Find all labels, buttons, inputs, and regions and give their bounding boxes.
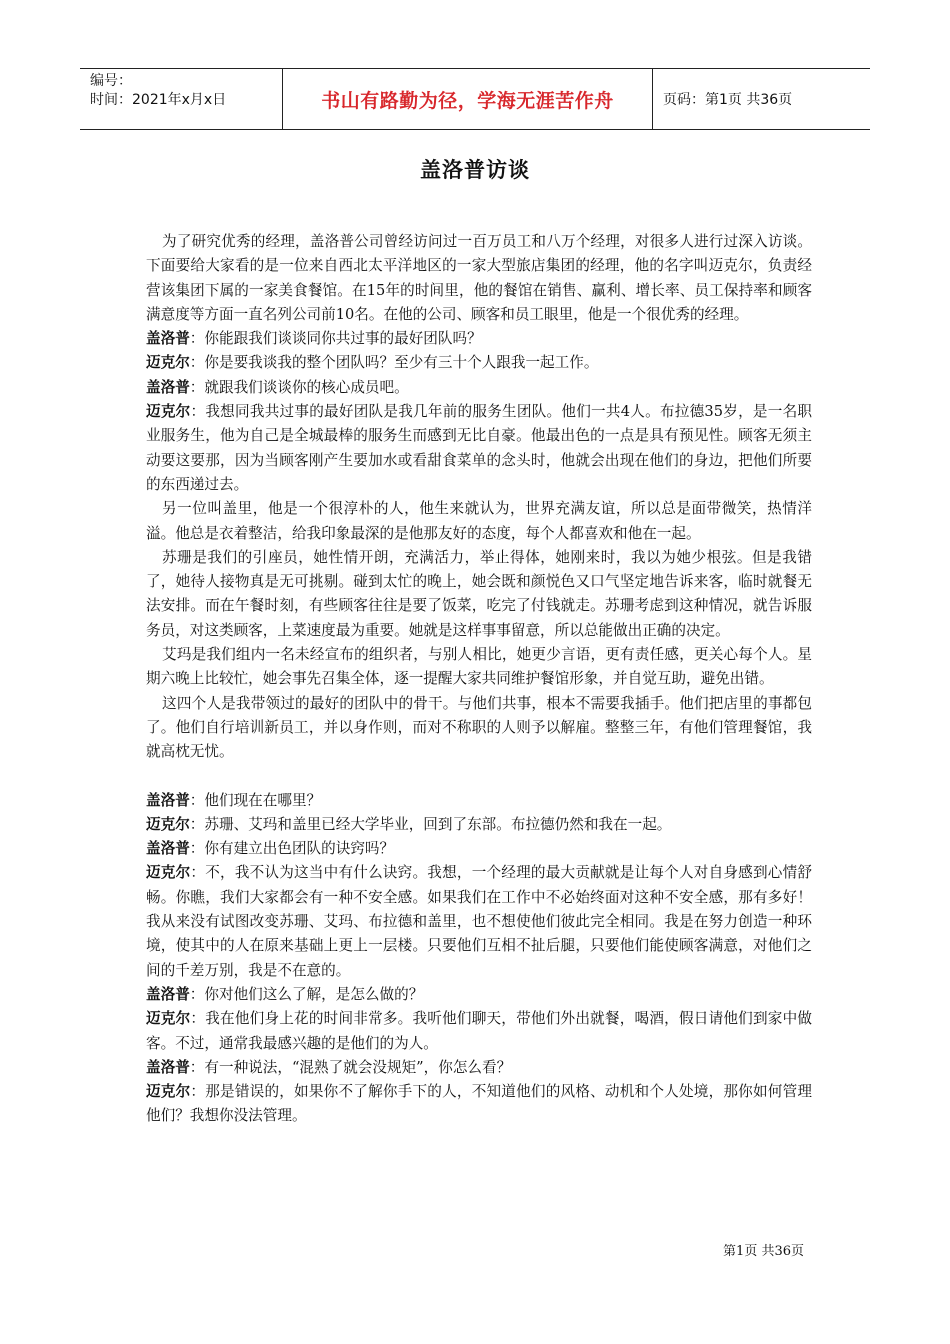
paragraph-text: 苏珊是我们的引座员，她性情开朗，充满活力，举止得体，她刚来时，我以为她少根弦。但是我错了，她待人接物真是无可挑剔。碰到太忙的晚上，她会既和颜悦色又口气坚定地告诉来客，临时就餐无法安排。而在午餐时刻，有些顾客往往是要了饭菜，吃完了付钱就走。苏珊考虑到这种情况，就告诉服务员，对这类顾客，上菜速度最为重要。她就是这样事事留意，所以总能做出正确的决定。 <box>146 548 812 639</box>
speaker-name: 迈克尔 <box>146 1010 191 1028</box>
dialogue-line <box>146 861 812 982</box>
speaker-name: 盖洛普 <box>146 378 190 396</box>
dialogue-line <box>146 400 812 497</box>
dialogue-line <box>146 813 812 837</box>
paragraph-text: ：他们现在在哪里？ <box>189 791 322 809</box>
time-label: 时间：2021年x月x日 <box>90 92 227 108</box>
paragraph <box>146 497 812 546</box>
speaker-name: 盖洛普 <box>146 791 190 809</box>
paragraph-text: ：有一种说法，“混熟了就会没规矩”，你怎么看？ <box>189 1058 512 1076</box>
dialogue-line <box>146 327 812 351</box>
speaker-name: 迈克尔 <box>146 815 190 833</box>
dialogue-line <box>146 376 812 400</box>
paragraph <box>146 692 812 765</box>
paragraph-text: 艾玛是我们组内一名未经宣布的组织者，与别人相比，她更少言语，更有责任感，更关心每个人。星期六晚上比较忙，她会事先召集全体，逐一提醒大家共同维护餐馆形象，并自觉互助，避免出错。 <box>146 646 812 688</box>
paragraph-text: ：不，我不认为这当中有什么诀窍。我想，一个经理的最大贡献就是让每个人对自身感到心情舒畅。你瞧，我们大家都会有一种不安全感。如果我们在工作中不必始终面对这种不安全感，那有多好！我从来没有试图改变苏珊、艾玛、布拉德和盖里，也不想使他们彼此完全相同。我是在努力创造一种环境，使其中的人在原来基础上更上一层楼。只要他们互相不扯后腿，只要他们能使顾客满意，对他们之间的千差万别，我是不在意的。 <box>146 864 812 979</box>
speaker-name: 盖洛普 <box>146 330 190 348</box>
paragraph-text: 另一位叫盖里，他是一个很淳朴的人，他生来就认为，世界充满友谊，所以总是面带微笑，热情洋溢。他总是衣着整洁，给我印象最深的是他那友好的态度，每个人都喜欢和他在一起。 <box>146 500 812 542</box>
paragraph-text: ：你有建立出色团队的诀窍吗？ <box>189 840 395 858</box>
header-motto: 书山有路勤为径，学海无涯苦作舟 <box>283 69 653 129</box>
document-title: 盖洛普访谈 <box>420 157 530 182</box>
speaker-name: 盖洛普 <box>146 1058 190 1076</box>
paragraph <box>146 230 812 327</box>
paragraph-text: ：我在他们身上花的时间非常多。我听他们聊天，带他们外出就餐，喝酒，假日请他们到家中做客。不过，通常我最感兴趣的是他们的为人。 <box>146 1010 812 1052</box>
header-meta <box>80 69 283 129</box>
paragraph-text: ：苏珊、艾玛和盖里已经大学毕业，回到了东部。布拉德仍然和我在一起。 <box>189 815 672 833</box>
paragraph <box>146 546 812 643</box>
dialogue-line <box>146 837 812 861</box>
dialogue-line <box>146 351 812 375</box>
dialogue-line <box>146 983 812 1007</box>
paragraph-text: ：你对他们这么了解，是怎么做的？ <box>189 985 424 1003</box>
dialogue-line <box>146 1007 812 1056</box>
speaker-name: 盖洛普 <box>146 985 190 1003</box>
speaker-name: 迈克尔 <box>146 1083 191 1101</box>
paragraph-text: ：你是要我谈我的整个团队吗？至少有三十个人跟我一起工作。 <box>189 354 599 372</box>
page-footer: 第1页 共36页 <box>723 1244 804 1259</box>
speaker-name: 盖洛普 <box>146 840 190 858</box>
dialogue-line <box>146 1080 812 1129</box>
paragraph-spacer <box>146 765 812 789</box>
document-body <box>146 230 812 1129</box>
number-label: 编号： <box>90 73 132 89</box>
dialogue-line <box>146 789 812 813</box>
paragraph <box>146 643 812 692</box>
paragraph-text: ：我想同我共过事的最好团队是我几年前的服务生团队。他们一共4人。布拉德35岁，是一名职业服务生，他为自己是全城最棒的服务生而感到无比自豪。他最出色的一点是具有预见性。顾客无须主动要这要那，因为当顾客刚产生要加水或看甜食菜单的念头时，他就会出现在他们的身边，把他们所要的东西递过去。 <box>146 403 812 493</box>
paragraph-text: ：那是错误的，如果你不了解你手下的人，不知道他们的风格、动机和个人处境，那你如何管理他们？我想你没法管理。 <box>146 1083 812 1125</box>
paragraph-text: 为了研究优秀的经理，盖洛普公司曾经访问过一百万员工和八万个经理，对很多人进行过深入访谈。下面要给大家看的是一位来自西北太平洋地区的一家大型旅店集团的经理，他的名字叫迈克尔，负责经营该集团下属的一家美食餐馆。在15年的时间里，他的餐馆在销售、赢利、增长率、员工保持率和顾客满意度等方面一直名列公司前10名。在他的公司、顾客和员工眼里，他是一个很优秀的经理。 <box>146 233 812 323</box>
speaker-name: 迈克尔 <box>146 864 191 882</box>
speaker-name: 迈克尔 <box>146 403 191 421</box>
paragraph-text: 这四个人是我带领过的最好的团队中的骨干。与他们共事，根本不需要我插手。他们把店里的事都包了。他们自行培训新员工，并以身作则，而对不称职的人则予以解雇。整整三年，有他们管理餐馆，我就高枕无忧。 <box>146 694 812 761</box>
header-table <box>80 68 870 130</box>
paragraph-text: ：就跟我们谈谈你的核心成员吧。 <box>189 378 409 396</box>
speaker-name: 迈克尔 <box>146 354 190 372</box>
header-page-info: 页码：第1页 共36页 <box>663 92 793 108</box>
paragraph-text: ：你能跟我们谈谈同你共过事的最好团队吗？ <box>189 330 482 348</box>
dialogue-line <box>146 1056 812 1080</box>
